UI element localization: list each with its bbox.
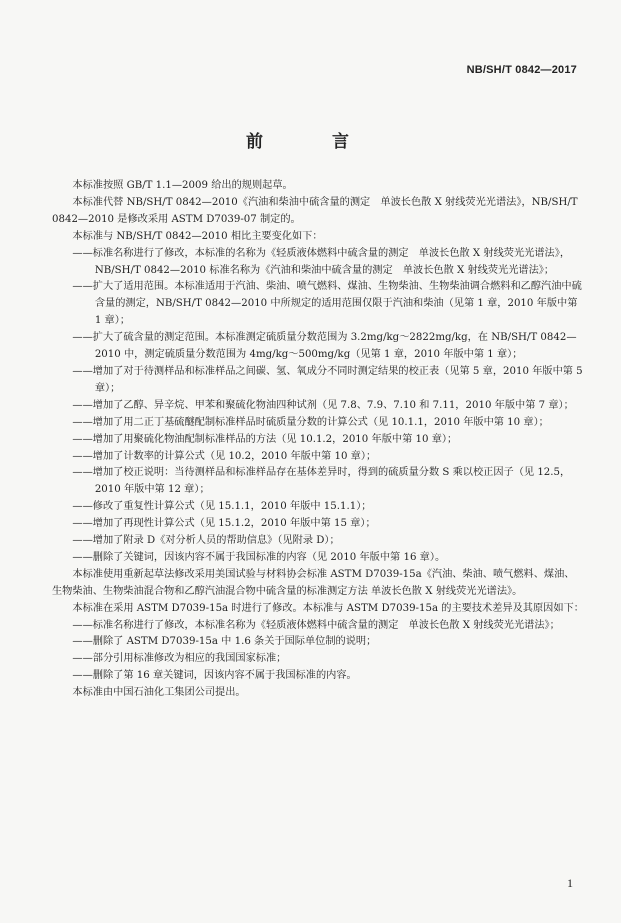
paragraph: 本标准与 NB/SH/T 0842—2010 相比主要变化如下： <box>72 230 323 242</box>
list-item: ——增加了乙醇、异辛烷、甲苯和聚硫化物油四种试剂（见 7.8、7.9、7.10 和 7.11，2010 年版中第 7 章）； <box>72 399 574 411</box>
list-item: ——部分引用标准修改为相应的我国国家标准； <box>72 653 287 665</box>
preface-body <box>52 178 584 702</box>
list-item: ——增加了附录 D《对分析人员的帮助信息》（见附录 D）； <box>72 535 340 547</box>
paragraph: 本标准在采用 ASTM D7039-15a 时进行了修改。本标准与 ASTM D7039-15a 的主要技术差异及其原因如下： <box>72 602 584 614</box>
list-item: ——删除了第 16 章关键词，因该内容不属于我国标准的内容。 <box>72 670 357 682</box>
paragraph: 本标准按照 GB/T 1.1—2009 给出的规则起草。 <box>72 180 293 191</box>
list-item: ——删除了 ASTM D7039-15a 中 1.6 条关于国际单位制的说明； <box>72 636 377 648</box>
list-item: ——增加了用聚硫化物油配制标准样品的方法（见 10.1.2，2010 年版中第 10 章）； <box>72 433 458 445</box>
paragraph: 本标准使用重新起草法修改采用美国试验与材料协会标准 ASTM D7039-15a《汽油、柴油、喷气燃料、煤油、生物柴油、生物柴油混合物和乙醇汽油混合物中硫含量的标准测定方法 单波长色散 X 射线荧光光谱法》。 <box>52 568 575 597</box>
list-item: ——增加了对于待测样品和标准样品之间碳、氢、氧成分不同时测定结果的校正表（见第 5 章，2010 年版中第 5 章）； <box>72 365 583 394</box>
paragraph: 本标准由中国石油化工集团公司提出。 <box>72 687 246 699</box>
list-item: ——删除了关键词，因该内容不属于我国标准的内容（见 2010 年版中第 16 章）。 <box>72 551 446 563</box>
list-item: ——标准名称进行了修改，本标准的名称为《轻质液体燃料中硫含量的测定 单波长色散 X 射线荧光光谱法》，NB/SH/T 0842—2010 标准名称为《汽油和柴油中硫含量的测定 单波长色散 X 射线荧光光谱法》； <box>72 247 571 276</box>
paragraph: 本标准代替 NB/SH/T 0842—2010《汽油和柴油中硫含量的测定 单波长色散 X 射线荧光光谱法》，NB/SH/T 0842—2010 是修改采用 ASTM D7039-07 制定的。 <box>52 196 578 225</box>
list-item: ——增加了计数率的计算公式（见 10.2，2010 年版中第 10 章）； <box>72 450 377 462</box>
list-item: ——增加了再现性计算公式（见 15.1.2，2010 年版中第 15 章）； <box>72 518 376 530</box>
list-item: ——扩大了适用范围。本标准适用于汽油、柴油、喷气燃料、煤油、生物柴油、生物柴油调合燃料和乙醇汽油中硫含量的测定，NB/SH/T 0842—2010 中所规定的适用范围仅限于汽油和柴油（见第 1 章，2010 年版中第 1 章）； <box>72 281 582 327</box>
page-title: 前 言 <box>246 132 375 152</box>
list-item: ——标准名称进行了修改，本标准名称为《轻质液体燃料中硫含量的测定 单波长色散 X 射线荧光光谱法》； <box>72 619 560 631</box>
page-number: 1 <box>567 876 573 890</box>
standard-code: NB/SH/T 0842—2017 <box>466 64 577 76</box>
list-item: ——增加了校正说明：当待测样品和标准样品存在基体差异时，得到的硫质量分数 S 乘以校正因子（见 12.5，2010 年版中第 12 章）； <box>72 467 571 496</box>
list-item: ——增加了用二正丁基硫醚配制标准样品时硫质量分数的计算公式（见 10.1.1，2010 年版中第 10 章）； <box>72 416 549 428</box>
list-item: ——扩大了硫含量的测定范围。本标准测定硫质量分数范围为 3.2mg/kg～2822mg/kg，在 NB/SH/T 0842—2010 中，测定硫质量分数范围为 4mg/kg～500mg/kg（见第 1 章，2010 年版中第 1 章）； <box>72 332 577 361</box>
list-item: ——修改了重复性计算公式（见 15.1.1，2010 年版中 15.1.1）； <box>72 501 372 513</box>
